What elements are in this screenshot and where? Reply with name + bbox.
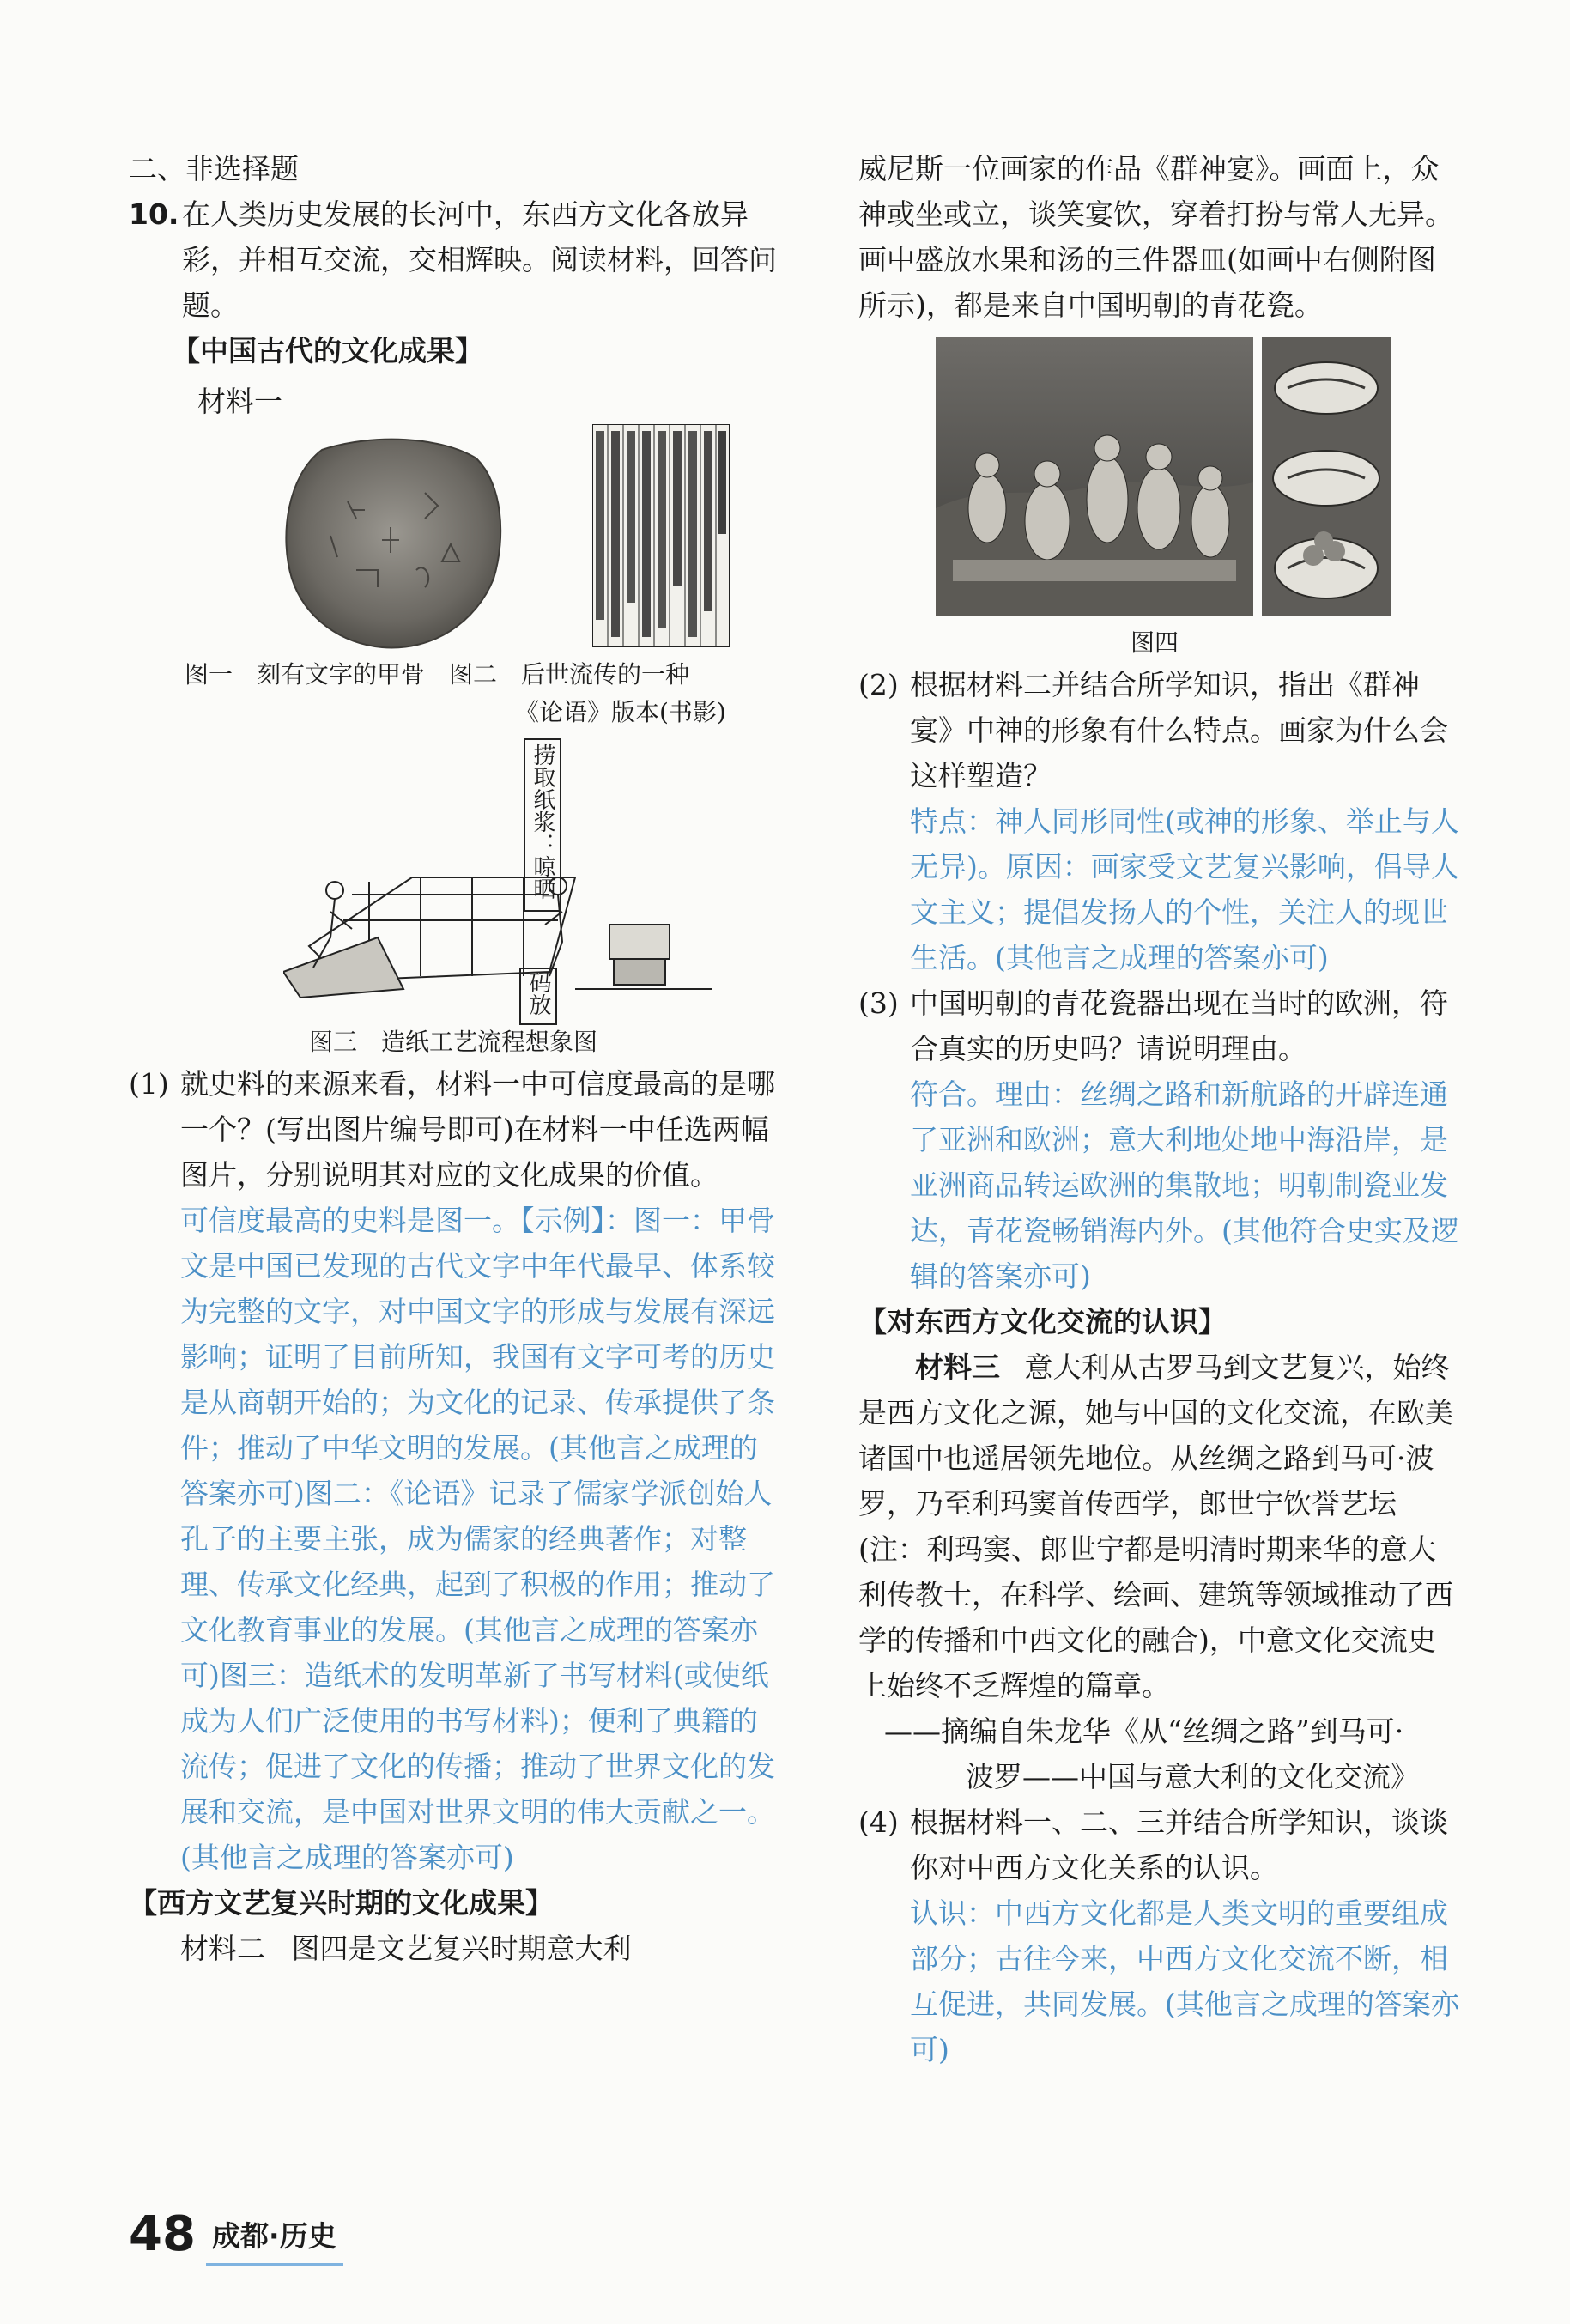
figure3-caption: 图三 造纸工艺流程想象图 <box>309 1028 598 1056</box>
material1-figures-top <box>129 424 781 656</box>
q2-text: 根据材料二并结合所学知识，指出《群神宴》中神的形象有什么特点。画家为什么会这样塑造？ <box>910 668 1448 792</box>
material3-source-line1: ——摘编自朱龙华《从“丝绸之路”到马可· <box>884 1714 1404 1748</box>
footer-underline <box>206 2263 343 2266</box>
q3 <box>858 980 1459 1071</box>
question-number: 10. <box>129 197 179 231</box>
page-number: 48 <box>129 2206 196 2262</box>
q3-label: (3) <box>858 986 899 1020</box>
figure2-caption-cont: 《论语》版本(书影) <box>515 698 726 726</box>
q2-answer: 特点：神人同形同性(或神的形象、举止与人无异)。原因：画家受文艺复兴影响，倡导人文主义；提倡发扬人的个性，关注人的现世生活。(其他言之成理的答案亦可) <box>910 804 1459 974</box>
section-title: 二、非选择题 <box>129 152 299 185</box>
left-column <box>129 146 781 1971</box>
material2-label: 材料二 <box>180 1932 265 1965</box>
q1-text: 就史料的来源来看，材料一中可信度最高的是哪一个？(写出图片编号即可)在材料一中任选两幅图片，分别说明其对应的文化成果的价值。 <box>180 1067 775 1192</box>
q4-answer: 认识：中西方文化都是人类文明的重要组成部分；古往今来，中西方文化交流不断，相互促进，共同发展。(其他言之成理的答案亦可) <box>910 1896 1459 2066</box>
material1-label: 材料一 <box>197 385 282 418</box>
figure1-2-caption: 图一 刻有文字的甲骨 图二 后世流传的一种 <box>185 660 690 689</box>
papermaking-scene-image <box>283 843 730 1006</box>
q4-text: 根据材料一、二、三并结合所学知识，谈谈你对中西方文化关系的认识。 <box>910 1805 1448 1884</box>
header-exchange: 【对东西方文化交流的认识】 <box>858 1305 1227 1338</box>
analects-book-image <box>592 424 730 647</box>
figure4-caption: 图四 <box>1130 628 1179 657</box>
feast-of-gods-painting <box>936 337 1253 616</box>
header-western-culture: 【西方文艺复兴时期的文化成果】 <box>129 1886 554 1920</box>
q3-text: 中国明朝的青花瓷器出现在当时的欧洲，符合真实的历史吗？请说明理由。 <box>910 986 1448 1065</box>
material3-paragraph <box>858 1344 1459 1708</box>
q2-label: (2) <box>858 668 899 701</box>
header-chinese-culture: 【中国古代的文化成果】 <box>172 334 483 367</box>
papermaking-figure <box>129 731 781 1023</box>
blue-white-porcelain-detail <box>1262 337 1391 616</box>
material2-text-cont: 威尼斯一位画家的作品《群神宴》。画面上，众神或坐或立，谈笑宴饮，穿着打扮与常人无异。画中盛放水果和汤的三件器皿(如画中右侧附图所示)，都是来自中国明朝的青花瓷。 <box>858 152 1453 322</box>
question-10 <box>129 191 781 328</box>
q1-answer: 可信度最高的史料是图一。【示例】：图一：甲骨文是中国已发现的古代文字中年代最早、体系较为完整的文字，对中国文字的形成与发展有深远影响；证明了目前所知，我国有文字可考的历史是从商朝开始的；为文化的记录、传承提供了条件；推动了中华文明的发展。(其他言之成理的答案亦可)图二：《论语》记录了儒家学派创始人孔子的主要主张，成为儒家的经典著作；对整理、传承文化经典，起到了积极的作用；推动了文化教育事业的发展。(其他言之成理的答案亦可)图三：造纸术的发明革新了书写材料(或使纸成为人们广泛使用的书写材料)；便利了典籍的流传；促进了文化的传播；推动了世界文化的发展和交流，是中国对世界文明的伟大贡献之一。(其他言之成理的答案亦可) <box>180 1204 775 1874</box>
q1 <box>129 1061 781 1198</box>
material3-source <box>858 1708 1459 1799</box>
q4-label: (4) <box>858 1805 899 1839</box>
material3-text: 意大利从古罗马到文艺复兴，始终是西方文化之源，她与中国的文化交流，在欧美诸国中也遥居领先地位。从丝绸之路到马可·波罗，乃至利玛窦首传西学，郎世宁饮誉艺坛(注：利玛窦、郎世宁都是明清时期来华的意大利传教士，在科学、绘画、建筑等领域推动了西学的传播和中西文化的融合)，中意文化交流史上始终不乏辉煌的篇章。 <box>858 1350 1453 1702</box>
material2-text-start: 图四是文艺复兴时期意大利 <box>291 1932 632 1965</box>
q3-answer: 符合。理由：丝绸之路和新航路的开辟连通了亚洲和欧洲；意大利地处地中海沿岸，是亚洲商品转运欧洲的集散地；明朝制瓷业发达，青花瓷畅销海内外。(其他符合史实及逻辑的答案亦可) <box>910 1077 1459 1293</box>
material2-intro <box>129 1926 781 1971</box>
oracle-bone-image <box>270 433 519 656</box>
q2 <box>858 662 1459 798</box>
q1-label: (1) <box>129 1067 169 1101</box>
material3-source-line2: 波罗——中国与意大利的文化交流》 <box>966 1760 1419 1793</box>
q4 <box>858 1799 1459 1890</box>
question-stem: 在人类历史发展的长河中，东西方文化各放异彩，并相互交流，交相辉映。阅读材料，回答问题。 <box>182 197 777 322</box>
papermaking-label-bottom: 码放 <box>519 968 557 1025</box>
page-footer <box>129 2206 336 2262</box>
feast-of-gods-figure <box>858 328 1459 624</box>
footer-title: 成都·历史 <box>212 2219 336 2253</box>
material3-label: 材料三 <box>915 1350 1000 1384</box>
right-column <box>858 146 1459 2072</box>
papermaking-label-top: 捞取纸浆：晾晒 <box>524 738 561 912</box>
